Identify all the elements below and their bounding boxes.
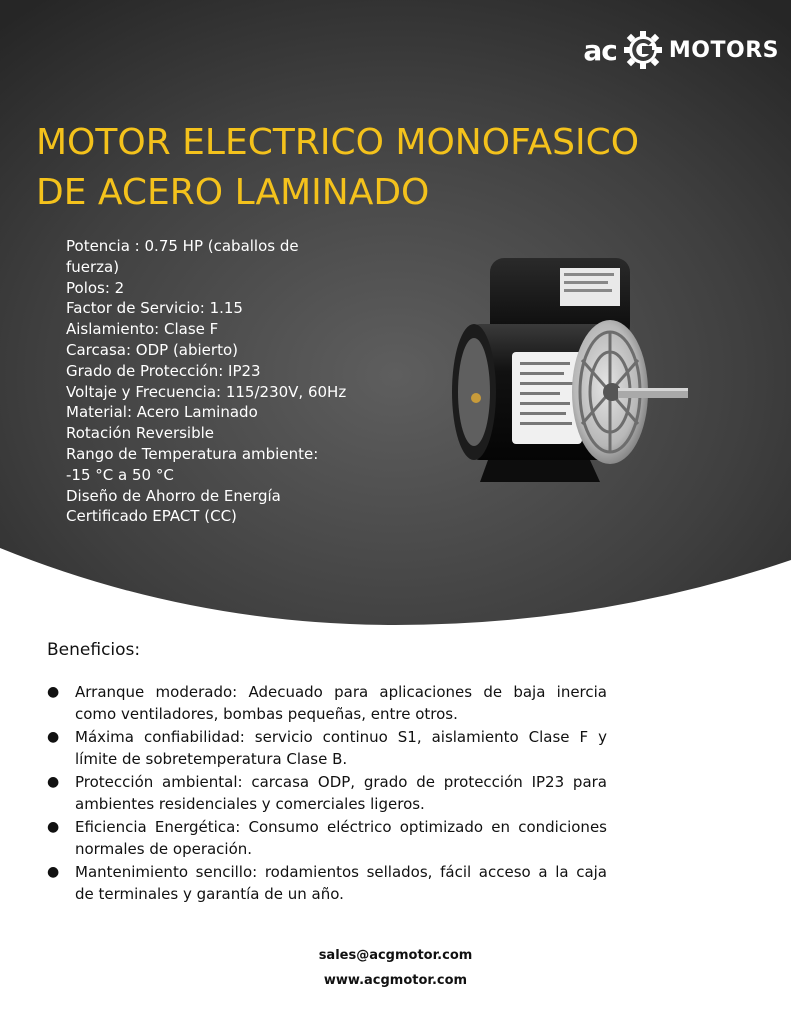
spec-item: Rotación Reversible <box>66 424 215 443</box>
bullet-icon: ● <box>47 684 60 700</box>
spec-item: Carcasa: ODP (abierto) <box>66 340 238 359</box>
brand-logo <box>583 30 779 70</box>
title-line-1: MOTOR ELECTRICO MONOFASICO <box>36 122 640 163</box>
page-title <box>36 118 766 218</box>
contact-website[interactable]: www.acgmotor.com <box>323 973 468 988</box>
spec-item: Voltaje y Frecuencia: 115/230V, 60Hz <box>66 382 347 401</box>
spec-item: Aislamiento: Clase F <box>66 320 219 339</box>
bullet-icon: ● <box>47 729 60 745</box>
bullet-icon: ● <box>47 819 60 835</box>
benefits-title: Beneficios: <box>47 640 141 660</box>
spec-item: Potencia : 0.75 HP (caballos de <box>66 237 299 255</box>
benefit-text: Protección ambiental: carcasa ODP, grado de protección IP23 para ambientes residenciales y comerciales ligeros. <box>75 773 607 813</box>
benefits-list <box>47 682 607 907</box>
spec-item: Grado de Protección: IP23 <box>66 361 261 380</box>
spec-item: -15 °C a 50 °C <box>66 465 174 484</box>
contact-email[interactable]: sales@acgmotor.com <box>318 948 473 963</box>
bullet-icon: ● <box>47 864 60 880</box>
spec-item: Rango de Temperatura ambiente: <box>66 444 319 463</box>
benefit-item <box>47 817 607 860</box>
spec-item: Diseño de Ahorro de Energía <box>66 486 281 505</box>
spec-list <box>66 236 366 527</box>
bullet-icon: ● <box>47 774 60 790</box>
benefit-text: Máxima confiabilidad: servicio continuo S1, aislamiento Clase F y límite de sobretemperatura Clase B. <box>75 728 607 768</box>
benefit-item <box>47 682 607 725</box>
spec-item: Factor de Servicio: 1.15 <box>66 299 243 318</box>
gear-g-icon <box>623 30 663 70</box>
benefit-text: Arranque moderado: Adecuado para aplicaciones de baja inercia como ventiladores, bombas pequeñas, entre otros. <box>75 683 607 723</box>
spec-item: Certificado EPACT (CC) <box>66 507 237 526</box>
title-line-2: DE ACERO LAMINADO <box>36 172 430 213</box>
motor-image <box>440 250 700 510</box>
spec-item: Polos: 2 <box>66 278 125 297</box>
spec-item: Material: Acero Laminado <box>66 403 258 422</box>
benefit-text: Eficiencia Energética: Consumo eléctrico optimizado en condiciones normales de operación. <box>75 818 607 858</box>
benefit-item <box>47 772 607 815</box>
spec-item: fuerza) <box>66 257 120 276</box>
brand-ac: ac <box>583 33 617 67</box>
benefit-item <box>47 862 607 905</box>
benefit-text: Mantenimiento sencillo: rodamientos sellados, fácil acceso a la caja de terminales y garantía de un año. <box>75 863 607 903</box>
benefit-item <box>47 727 607 770</box>
brand-motors: MOTORS <box>668 37 779 63</box>
